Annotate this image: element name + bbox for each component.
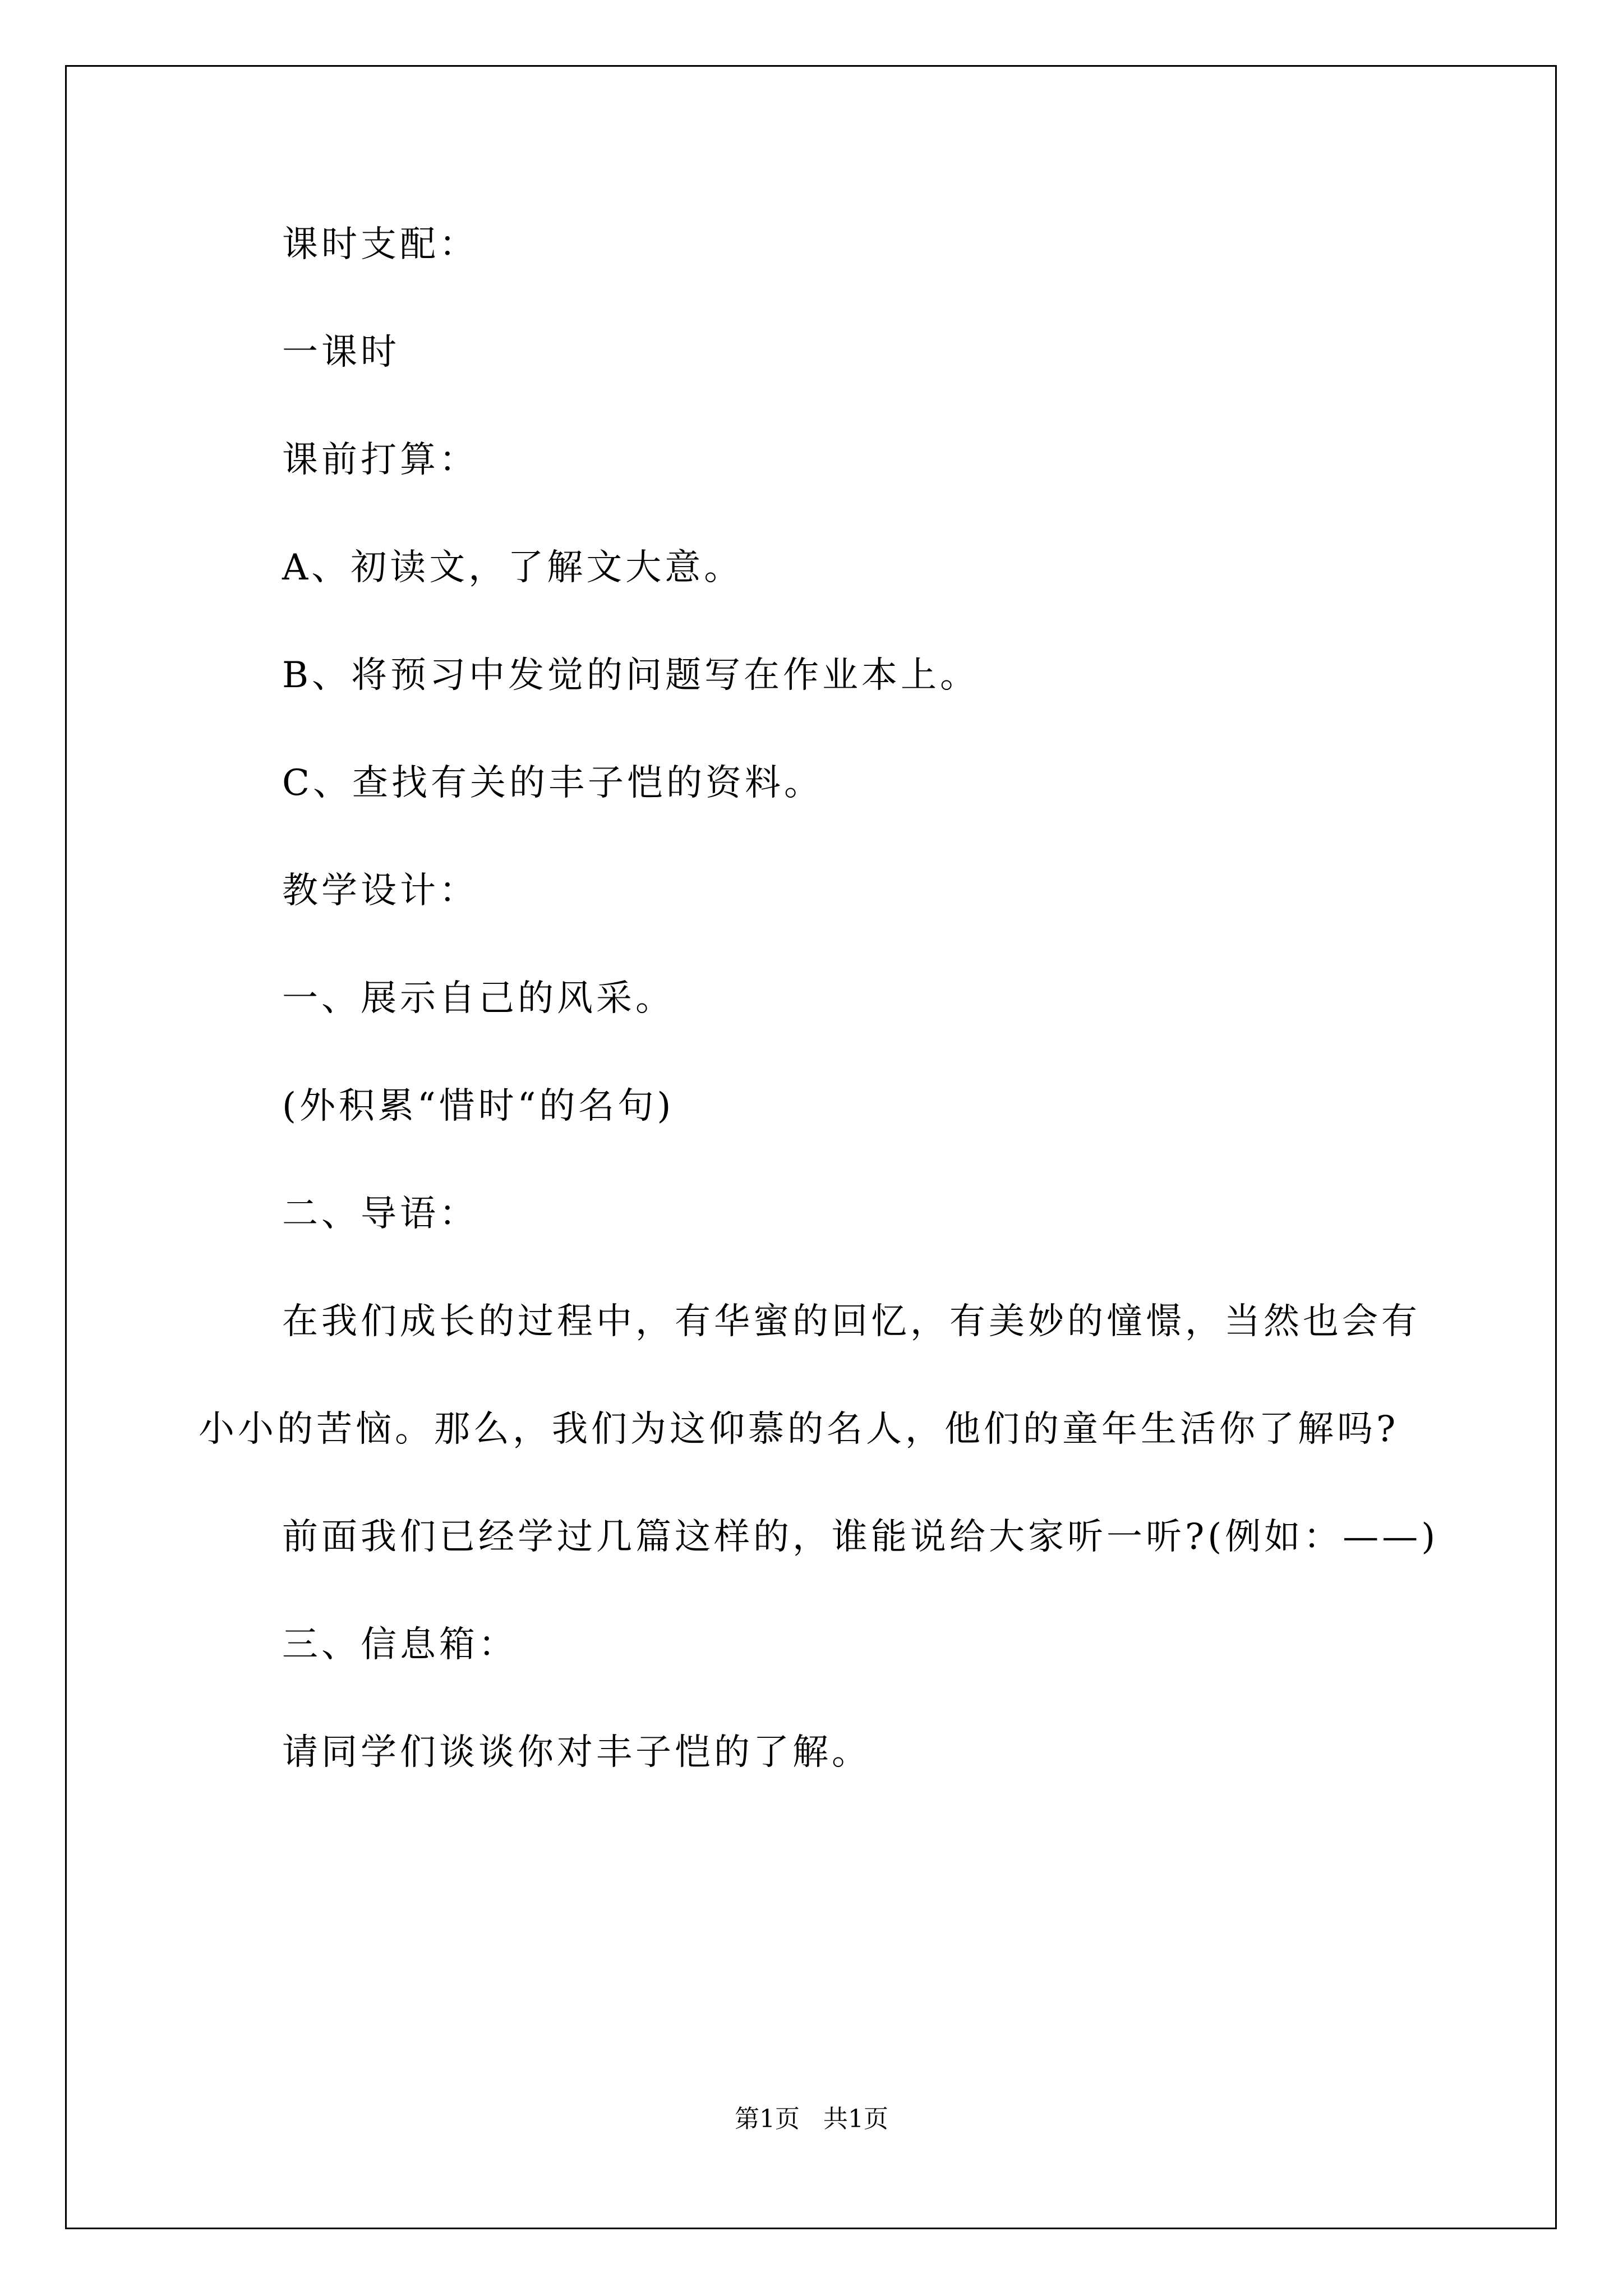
page-footer [0,2102,1623,2136]
paragraph: 三、信息箱： [282,1624,518,1665]
paragraph: C、查找有关的丰子恺的资料。 [282,762,823,804]
paragraph: 一、展示自己的风采。 [282,978,675,1019]
paragraph: 一课时 [282,332,400,373]
paragraph: 在我们成长的过程中，有华蜜的回忆，有美妙的憧憬，当然也会有小小的苦恼。那么，我们为这仰慕的名人，他们的童年生活你了解吗? [199,1301,1421,1450]
paragraph: 二、导语： [282,1193,478,1235]
page-total: 共1页 [823,2105,888,2133]
paragraph: 课时支配： [282,224,478,265]
paragraph: 请同学们谈谈你对丰子恺的了解。 [282,1732,871,1773]
paragraph: A、初读文，了解文大意。 [282,547,744,588]
paragraph: B、将预习中发觉的问题写在作业本上。 [282,655,980,696]
page-number: 第1页 [735,2105,800,2133]
document-body [199,218,1444,1833]
paragraph: (外积累“惜时“的名句) [282,1085,675,1127]
paragraph: 前面我们已经学过几篇这样的，谁能说给大家听一听?(例如：——) [282,1516,1439,1558]
paragraph: 教学设计： [282,870,478,912]
paragraph: 课前打算： [282,439,478,481]
